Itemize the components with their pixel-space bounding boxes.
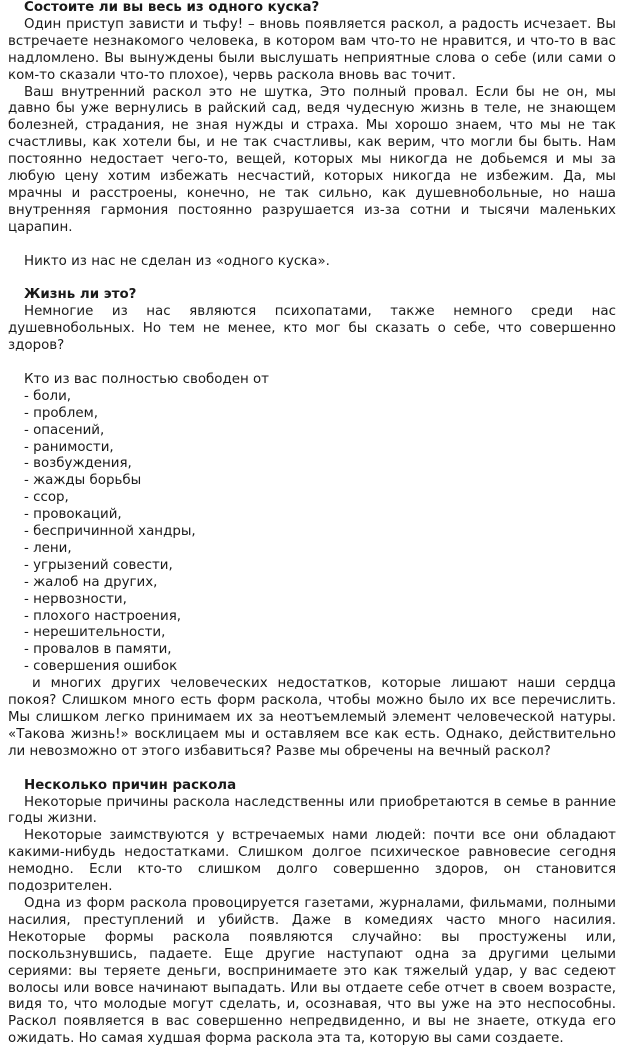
list-item: - нервозности, xyxy=(24,591,127,607)
list-item: - жажды борьбы xyxy=(24,473,142,489)
list-item: - жалоб на других, xyxy=(24,574,158,590)
section1-heading: Состоите ли вы весь из одного куска? xyxy=(24,0,320,15)
list-item: - совершения ошибок xyxy=(24,659,178,675)
section2-paragraph-2: и многих других человеческих недостатков, которые лишают наши сердца покоя? Слишком много есть форм раскола, чтобы можно было их все перечислить. Мы слишком легко принимаем их за неотъемлемый элемент человеческой натуры. «Такова жизнь!» восклицаем мы и оставляем все как есть. Однако, действительно ли невозможно от этого избавиться? Разве мы обречены на вечный раскол? xyxy=(8,676,616,759)
section1-paragraph-3: Никто из нас не сделан из «одного куска». xyxy=(24,253,330,269)
section3-paragraph-2: Некоторые заимствуются у встречаемых нами людей: почти все они обладают какими-нибудь недостатками. Слишком долгое психическое равновесие сегодня немодно. Если кто-то слишком долго совершенно здоров, он становится подозрителен. xyxy=(8,828,616,895)
section2-heading: Жизнь ли это? xyxy=(24,287,137,303)
list-item: - беспричинной хандры, xyxy=(24,524,196,540)
section3-paragraph-3: Одна из форм раскола провоцируется газетами, журналами, фильмами, полными насилия, преступлений и убийств. Даже в комедиях часто много насилия. Некоторые формы раскола появляются случайно: вы простужены или, поскользнувшись, падаете. Еще другие наступают одна за другими целыми сериями: вы теряете деньги, воспринимаете это как тяжелый удар, у вас седеют волосы или вовсе начинают выпадать. Или вы отдаете себе отчет в своем возрасте, видя то, что молодые могут сделать, и, осознавая, что вы уже на это неспособны. Раскол появляется в вас совершенно непредвиденно, и вы не знаете, откуда его ожидать. Но самая худшая форма раскола эта та, которую вы сами создаете. xyxy=(8,895,616,1047)
list-item: - ссор, xyxy=(24,490,69,506)
spacer xyxy=(8,355,616,372)
list-item: - нерешительности, xyxy=(24,625,166,641)
section2-paragraph-1: Немногие из нас являются психопатами, также немного среди нас душевнобольных. Но тем не менее, кто мог бы сказать о себе, что совершенно здоров? xyxy=(8,304,616,354)
list-item: - провокаций, xyxy=(24,507,122,523)
section1-paragraph-2: Ваш внутренний раскол это не шутка, Это полный провал. Если бы не он, мы давно бы уже вернулись в райский сад, ведя чудесную жизнь в теле, не знающем болезней, страдания, не зная нужды и страха. Мы хорошо знаем, что мы не так счастливы, как хотели бы, и не так счастливы, как верим, что могли бы быть. Нам постоянно недостает чего-то, вещей, которых мы никогда не добьемся и мы за любую цену хотим избежать несчастий, которых никогда не избежим. Да, мы мрачны и расстроены, конечно, не так сильно, как душевнобольные, но наша внутренняя гармония постоянно разрушается из-за сотни и тысячи маленьких царапин. xyxy=(8,84,616,235)
list-item: - опасений, xyxy=(24,422,105,438)
list-item: - возбуждения, xyxy=(24,456,132,472)
list-intro: Кто из вас полностью свободен от xyxy=(24,371,269,387)
list-item: - лени, xyxy=(24,540,72,556)
shortcomings-list xyxy=(8,372,616,676)
list-item: - ранимости, xyxy=(24,439,114,455)
spacer xyxy=(8,761,616,778)
section3-heading: Несколько причин раскола xyxy=(24,777,237,793)
spacer xyxy=(8,237,616,254)
list-item: - провалов в памяти, xyxy=(24,642,172,658)
list-item: - угрызений совести, xyxy=(24,557,173,573)
section1-paragraph-1: Один приступ зависти и тьфу! – вновь появляется раскол, а радость исчезает. Вы встречаете незнакомого человека, в котором вам что-то не нравится, и что-то в вас надломлено. Вы вынуждены были выслушать неприятные слова о себе (или сами о ком-то сказали что-то плохое), червь раскола вновь вас точит. xyxy=(8,16,616,83)
list-item: - плохого настроения, xyxy=(24,608,182,624)
spacer xyxy=(8,270,616,287)
list-item: - боли, xyxy=(24,388,72,404)
section3-paragraph-1: Некоторые причины раскола наследственны или приобретаются в семье в ранние годы жизни. xyxy=(8,794,616,827)
list-item: - проблем, xyxy=(24,405,98,421)
